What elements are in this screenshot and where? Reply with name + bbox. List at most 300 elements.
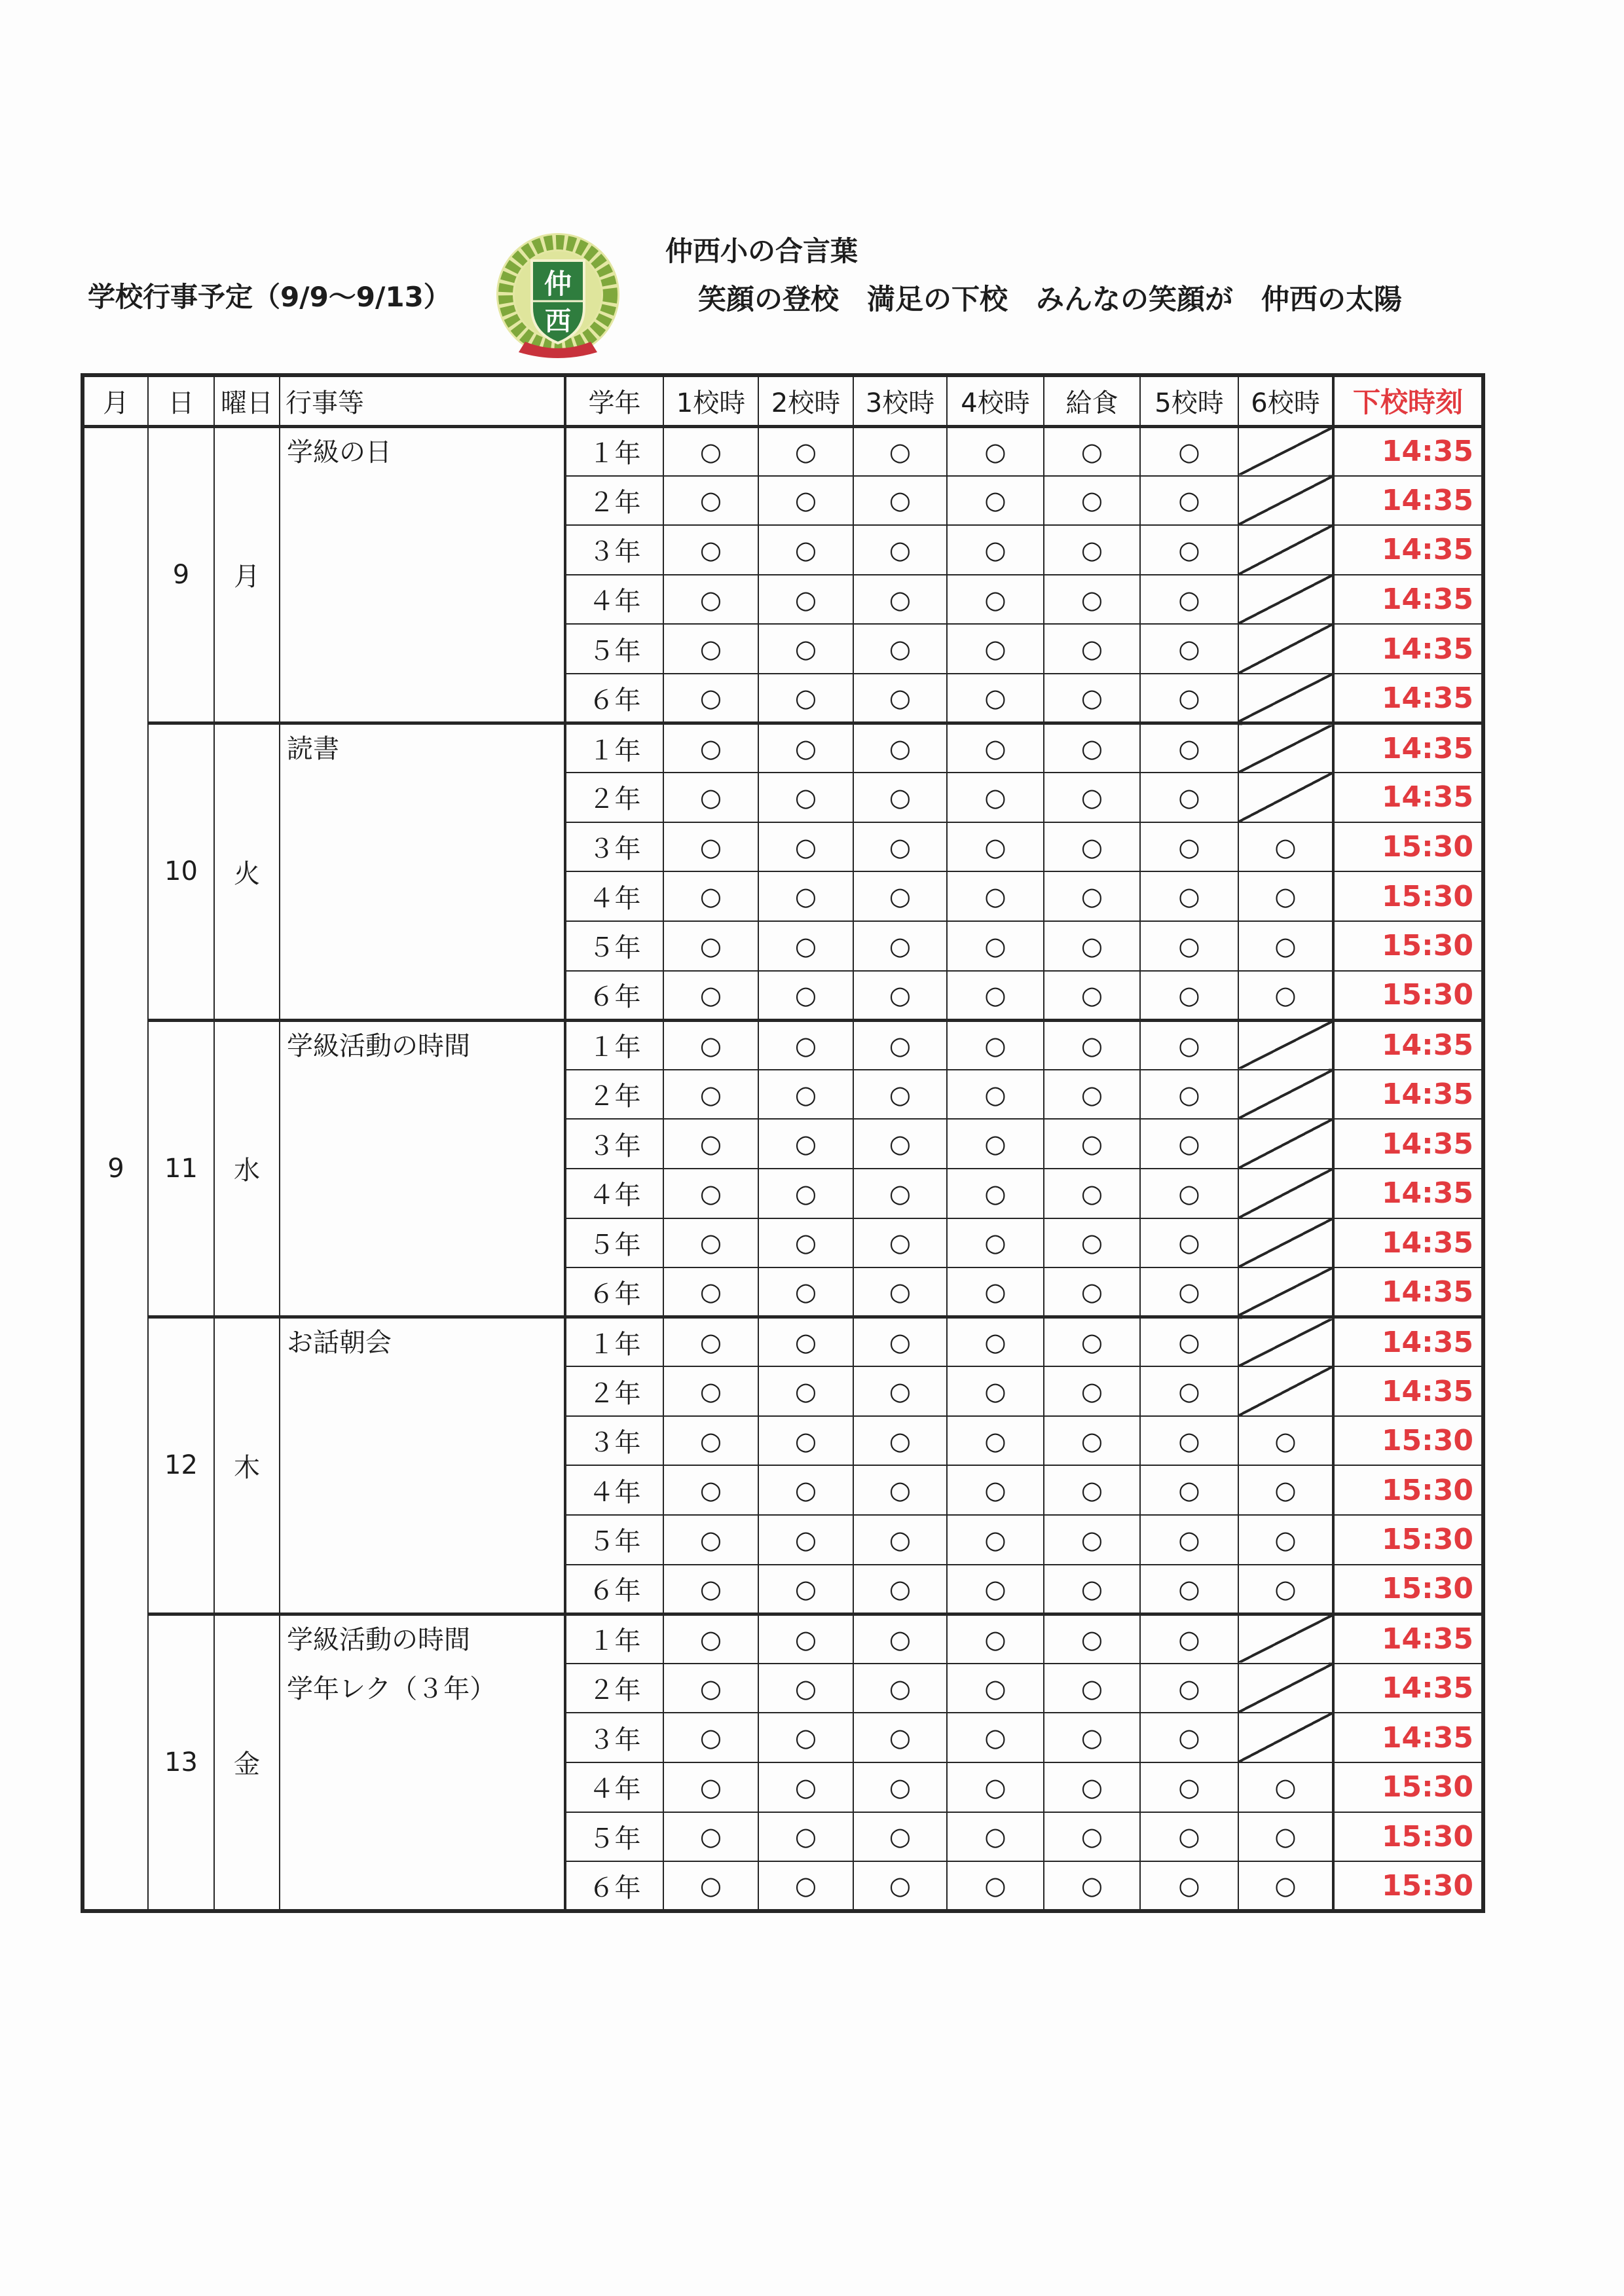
dismissal-time: 15:30 bbox=[1333, 921, 1483, 971]
attendance-mark: ○ bbox=[1140, 525, 1238, 575]
event-text: お話朝会 bbox=[287, 1328, 392, 1358]
attendance-mark: ○ bbox=[947, 476, 1044, 526]
attendance-mark: ○ bbox=[758, 1465, 853, 1515]
attendance-mark: ○ bbox=[853, 575, 947, 625]
header-row bbox=[83, 375, 1483, 426]
attendance-mark: ○ bbox=[853, 1169, 947, 1218]
attendance-mark: ○ bbox=[758, 1713, 853, 1762]
attendance-mark: ○ bbox=[1044, 1664, 1140, 1713]
attendance-mark: ○ bbox=[758, 575, 853, 625]
attendance-mark: ○ bbox=[758, 1169, 853, 1218]
dismissal-time: 14:35 bbox=[1333, 1366, 1483, 1416]
attendance-mark: ○ bbox=[663, 624, 758, 674]
period6-slash bbox=[1238, 426, 1333, 476]
attendance-mark: ○ bbox=[663, 1317, 758, 1367]
attendance-mark: ○ bbox=[663, 1218, 758, 1268]
grade-cell: ４年 bbox=[565, 1169, 663, 1218]
header-dismissal-time: 下校時刻 bbox=[1333, 375, 1483, 426]
schedule-table bbox=[81, 373, 1485, 1913]
event-cell bbox=[280, 426, 565, 723]
attendance-mark: ○ bbox=[947, 822, 1044, 872]
attendance-mark: ○ bbox=[947, 723, 1044, 773]
dismissal-time: 14:35 bbox=[1333, 476, 1483, 526]
day-cell: 12 bbox=[148, 1317, 214, 1614]
dismissal-time: 14:35 bbox=[1333, 1664, 1483, 1713]
attendance-mark: ○ bbox=[947, 971, 1044, 1021]
attendance-mark: ○ bbox=[1238, 1515, 1333, 1565]
period6-slash bbox=[1238, 1218, 1333, 1268]
attendance-mark: ○ bbox=[663, 773, 758, 822]
attendance-mark: ○ bbox=[1238, 1565, 1333, 1614]
attendance-mark: ○ bbox=[1044, 1812, 1140, 1862]
dismissal-time: 14:35 bbox=[1333, 1614, 1483, 1664]
grade-cell: １年 bbox=[565, 723, 663, 773]
attendance-mark: ○ bbox=[663, 921, 758, 971]
attendance-mark: ○ bbox=[1044, 871, 1140, 921]
period6-slash bbox=[1238, 723, 1333, 773]
period6-slash bbox=[1238, 1020, 1333, 1070]
attendance-mark: ○ bbox=[1044, 476, 1140, 526]
attendance-mark: ○ bbox=[758, 1267, 853, 1317]
attendance-mark: ○ bbox=[947, 624, 1044, 674]
grade-cell: ５年 bbox=[565, 624, 663, 674]
period6-slash bbox=[1238, 1070, 1333, 1120]
attendance-mark: ○ bbox=[853, 971, 947, 1021]
attendance-mark: ○ bbox=[1140, 1713, 1238, 1762]
period6-slash bbox=[1238, 624, 1333, 674]
attendance-mark: ○ bbox=[947, 921, 1044, 971]
period6-slash bbox=[1238, 674, 1333, 723]
attendance-mark: ○ bbox=[758, 674, 853, 723]
grade-cell: ６年 bbox=[565, 1267, 663, 1317]
attendance-mark: ○ bbox=[853, 1812, 947, 1862]
attendance-mark: ○ bbox=[758, 871, 853, 921]
dismissal-time: 15:30 bbox=[1333, 1416, 1483, 1466]
grade-cell: ５年 bbox=[565, 1812, 663, 1862]
attendance-mark: ○ bbox=[947, 1366, 1044, 1416]
dismissal-time: 14:35 bbox=[1333, 1713, 1483, 1762]
period6-slash bbox=[1238, 525, 1333, 575]
attendance-mark: ○ bbox=[758, 1119, 853, 1169]
attendance-mark: ○ bbox=[947, 1070, 1044, 1120]
attendance-mark: ○ bbox=[1140, 1366, 1238, 1416]
attendance-mark: ○ bbox=[663, 971, 758, 1021]
grade-cell: ６年 bbox=[565, 971, 663, 1021]
attendance-mark: ○ bbox=[947, 1465, 1044, 1515]
attendance-mark: ○ bbox=[1044, 723, 1140, 773]
attendance-mark: ○ bbox=[947, 1664, 1044, 1713]
attendance-mark: ○ bbox=[853, 1762, 947, 1812]
attendance-mark: ○ bbox=[663, 674, 758, 723]
attendance-mark: ○ bbox=[758, 1218, 853, 1268]
attendance-mark: ○ bbox=[758, 971, 853, 1021]
dismissal-time: 15:30 bbox=[1333, 1861, 1483, 1911]
table-row bbox=[83, 1020, 1483, 1070]
dismissal-time: 15:30 bbox=[1333, 1812, 1483, 1862]
day-cell: 9 bbox=[148, 426, 214, 723]
attendance-mark: ○ bbox=[947, 1614, 1044, 1664]
schedule-title: 学校行事予定（9/9〜9/13） bbox=[88, 281, 451, 313]
grade-cell: ２年 bbox=[565, 1366, 663, 1416]
dismissal-time: 14:35 bbox=[1333, 1070, 1483, 1120]
attendance-mark: ○ bbox=[947, 871, 1044, 921]
attendance-mark: ○ bbox=[853, 1119, 947, 1169]
attendance-mark: ○ bbox=[853, 773, 947, 822]
attendance-mark: ○ bbox=[853, 1267, 947, 1317]
weekday-cell: 火 bbox=[214, 723, 280, 1021]
attendance-mark: ○ bbox=[1140, 1515, 1238, 1565]
attendance-mark: ○ bbox=[758, 1812, 853, 1862]
grade-cell: ５年 bbox=[565, 921, 663, 971]
attendance-mark: ○ bbox=[1140, 426, 1238, 476]
attendance-mark: ○ bbox=[1044, 1614, 1140, 1664]
attendance-mark: ○ bbox=[1044, 1861, 1140, 1911]
attendance-mark: ○ bbox=[1140, 921, 1238, 971]
event-text: 学級の日 bbox=[287, 437, 392, 467]
attendance-mark: ○ bbox=[1044, 1565, 1140, 1614]
header-period-4: 4校時 bbox=[947, 375, 1044, 426]
dismissal-time: 15:30 bbox=[1333, 971, 1483, 1021]
attendance-mark: ○ bbox=[663, 1465, 758, 1515]
attendance-mark: ○ bbox=[1044, 1020, 1140, 1070]
attendance-mark: ○ bbox=[853, 921, 947, 971]
attendance-mark: ○ bbox=[1140, 1614, 1238, 1664]
grade-cell: １年 bbox=[565, 1020, 663, 1070]
period6-slash bbox=[1238, 1664, 1333, 1713]
period6-slash bbox=[1238, 1366, 1333, 1416]
attendance-mark: ○ bbox=[1140, 1169, 1238, 1218]
period6-slash bbox=[1238, 1267, 1333, 1317]
grade-cell: １年 bbox=[565, 426, 663, 476]
attendance-mark: ○ bbox=[758, 1614, 853, 1664]
dismissal-time: 14:35 bbox=[1333, 1169, 1483, 1218]
attendance-mark: ○ bbox=[663, 1861, 758, 1911]
dismissal-time: 14:35 bbox=[1333, 1119, 1483, 1169]
attendance-mark: ○ bbox=[1140, 1465, 1238, 1515]
table-row bbox=[83, 723, 1483, 773]
event-cell bbox=[280, 723, 565, 1021]
dismissal-time: 14:35 bbox=[1333, 525, 1483, 575]
attendance-mark: ○ bbox=[1044, 1366, 1140, 1416]
grade-cell: ５年 bbox=[565, 1218, 663, 1268]
attendance-mark: ○ bbox=[663, 1713, 758, 1762]
attendance-mark: ○ bbox=[853, 525, 947, 575]
attendance-mark: ○ bbox=[1238, 971, 1333, 1021]
attendance-mark: ○ bbox=[1140, 1218, 1238, 1268]
attendance-mark: ○ bbox=[947, 1713, 1044, 1762]
grade-cell: ４年 bbox=[565, 871, 663, 921]
attendance-mark: ○ bbox=[1140, 624, 1238, 674]
event-cell bbox=[280, 1020, 565, 1317]
attendance-mark: ○ bbox=[1044, 921, 1140, 971]
header-period-6: 6校時 bbox=[1238, 375, 1333, 426]
attendance-mark: ○ bbox=[1140, 871, 1238, 921]
attendance-mark: ○ bbox=[1044, 525, 1140, 575]
attendance-mark: ○ bbox=[758, 1020, 853, 1070]
attendance-mark: ○ bbox=[1140, 575, 1238, 625]
grade-cell: ２年 bbox=[565, 1664, 663, 1713]
attendance-mark: ○ bbox=[1140, 1565, 1238, 1614]
dismissal-time: 14:35 bbox=[1333, 723, 1483, 773]
attendance-mark: ○ bbox=[853, 1713, 947, 1762]
event-text: 学年レク（３年） bbox=[287, 1674, 496, 1705]
grade-cell: ３年 bbox=[565, 525, 663, 575]
attendance-mark: ○ bbox=[758, 773, 853, 822]
period6-slash bbox=[1238, 1119, 1333, 1169]
attendance-mark: ○ bbox=[853, 674, 947, 723]
table-row bbox=[83, 426, 1483, 476]
grade-cell: ３年 bbox=[565, 1713, 663, 1762]
grade-cell: ６年 bbox=[565, 1565, 663, 1614]
header-lunch: 給食 bbox=[1044, 375, 1140, 426]
grade-cell: ４年 bbox=[565, 1465, 663, 1515]
attendance-mark: ○ bbox=[663, 1267, 758, 1317]
grade-cell: ２年 bbox=[565, 1070, 663, 1120]
attendance-mark: ○ bbox=[663, 1416, 758, 1466]
attendance-mark: ○ bbox=[1238, 921, 1333, 971]
attendance-mark: ○ bbox=[758, 426, 853, 476]
dismissal-time: 14:35 bbox=[1333, 1267, 1483, 1317]
attendance-mark: ○ bbox=[947, 1515, 1044, 1565]
attendance-mark: ○ bbox=[1140, 773, 1238, 822]
attendance-mark: ○ bbox=[1238, 1762, 1333, 1812]
attendance-mark: ○ bbox=[758, 624, 853, 674]
attendance-mark: ○ bbox=[1140, 1317, 1238, 1367]
attendance-mark: ○ bbox=[1238, 1861, 1333, 1911]
attendance-mark: ○ bbox=[947, 575, 1044, 625]
attendance-mark: ○ bbox=[758, 1565, 853, 1614]
header-period-3: 3校時 bbox=[853, 375, 947, 426]
grade-cell: ４年 bbox=[565, 575, 663, 625]
attendance-mark: ○ bbox=[853, 1861, 947, 1911]
attendance-mark: ○ bbox=[1140, 1664, 1238, 1713]
table-header bbox=[83, 375, 1483, 426]
period6-slash bbox=[1238, 1614, 1333, 1664]
header-grade: 学年 bbox=[565, 375, 663, 426]
attendance-mark: ○ bbox=[947, 1317, 1044, 1367]
attendance-mark: ○ bbox=[663, 1565, 758, 1614]
attendance-mark: ○ bbox=[758, 921, 853, 971]
attendance-mark: ○ bbox=[1044, 1762, 1140, 1812]
grade-cell: ３年 bbox=[565, 822, 663, 872]
attendance-mark: ○ bbox=[853, 1317, 947, 1367]
attendance-mark: ○ bbox=[1140, 1020, 1238, 1070]
dismissal-time: 15:30 bbox=[1333, 1762, 1483, 1812]
attendance-mark: ○ bbox=[1044, 1416, 1140, 1466]
grade-cell: ２年 bbox=[565, 476, 663, 526]
attendance-mark: ○ bbox=[1238, 1812, 1333, 1862]
attendance-mark: ○ bbox=[1044, 971, 1140, 1021]
grade-cell: ６年 bbox=[565, 1861, 663, 1911]
attendance-mark: ○ bbox=[947, 426, 1044, 476]
attendance-mark: ○ bbox=[1140, 1416, 1238, 1466]
attendance-mark: ○ bbox=[1044, 773, 1140, 822]
attendance-mark: ○ bbox=[853, 1465, 947, 1515]
attendance-mark: ○ bbox=[1140, 1119, 1238, 1169]
day-cell: 11 bbox=[148, 1020, 214, 1317]
attendance-mark: ○ bbox=[1140, 1812, 1238, 1862]
attendance-mark: ○ bbox=[947, 1020, 1044, 1070]
attendance-mark: ○ bbox=[947, 1169, 1044, 1218]
dismissal-time: 14:35 bbox=[1333, 575, 1483, 625]
attendance-mark: ○ bbox=[1044, 1169, 1140, 1218]
attendance-mark: ○ bbox=[1238, 1416, 1333, 1466]
motto-heading: 仲西小の合言葉 bbox=[665, 235, 858, 267]
attendance-mark: ○ bbox=[1238, 871, 1333, 921]
weekday-cell: 月 bbox=[214, 426, 280, 723]
dismissal-time: 15:30 bbox=[1333, 822, 1483, 872]
attendance-mark: ○ bbox=[758, 723, 853, 773]
event-text: 学級活動の時間 bbox=[287, 1624, 470, 1655]
dismissal-time: 14:35 bbox=[1333, 1020, 1483, 1070]
attendance-mark: ○ bbox=[853, 1565, 947, 1614]
attendance-mark: ○ bbox=[947, 1861, 1044, 1911]
month-cell: 9 bbox=[83, 426, 148, 1911]
attendance-mark: ○ bbox=[1044, 1218, 1140, 1268]
attendance-mark: ○ bbox=[853, 1416, 947, 1466]
attendance-mark: ○ bbox=[853, 624, 947, 674]
attendance-mark: ○ bbox=[853, 1070, 947, 1120]
dismissal-time: 14:35 bbox=[1333, 674, 1483, 723]
attendance-mark: ○ bbox=[663, 1515, 758, 1565]
attendance-mark: ○ bbox=[1238, 1465, 1333, 1515]
attendance-mark: ○ bbox=[1140, 822, 1238, 872]
attendance-mark: ○ bbox=[1140, 723, 1238, 773]
header-day: 日 bbox=[148, 375, 214, 426]
attendance-mark: ○ bbox=[853, 1218, 947, 1268]
header-event: 行事等 bbox=[280, 375, 565, 426]
attendance-mark: ○ bbox=[663, 723, 758, 773]
period6-slash bbox=[1238, 476, 1333, 526]
attendance-mark: ○ bbox=[758, 525, 853, 575]
attendance-mark: ○ bbox=[947, 1416, 1044, 1466]
attendance-mark: ○ bbox=[1140, 1861, 1238, 1911]
attendance-mark: ○ bbox=[758, 1366, 853, 1416]
attendance-mark: ○ bbox=[1044, 1317, 1140, 1367]
attendance-mark: ○ bbox=[853, 476, 947, 526]
attendance-mark: ○ bbox=[663, 1169, 758, 1218]
dismissal-time: 15:30 bbox=[1333, 871, 1483, 921]
event-cell bbox=[280, 1317, 565, 1614]
attendance-mark: ○ bbox=[663, 1664, 758, 1713]
attendance-mark: ○ bbox=[663, 871, 758, 921]
emblem-char-top: 仲 bbox=[544, 268, 572, 300]
attendance-mark: ○ bbox=[947, 674, 1044, 723]
dismissal-time: 14:35 bbox=[1333, 1218, 1483, 1268]
attendance-mark: ○ bbox=[947, 525, 1044, 575]
attendance-mark: ○ bbox=[758, 1070, 853, 1120]
grade-cell: ６年 bbox=[565, 674, 663, 723]
attendance-mark: ○ bbox=[1140, 1267, 1238, 1317]
attendance-mark: ○ bbox=[853, 1515, 947, 1565]
attendance-mark: ○ bbox=[663, 822, 758, 872]
dismissal-time: 14:35 bbox=[1333, 773, 1483, 822]
attendance-mark: ○ bbox=[1044, 822, 1140, 872]
attendance-mark: ○ bbox=[947, 1812, 1044, 1862]
attendance-mark: ○ bbox=[1044, 674, 1140, 723]
attendance-mark: ○ bbox=[947, 1218, 1044, 1268]
attendance-mark: ○ bbox=[1140, 971, 1238, 1021]
attendance-mark: ○ bbox=[1044, 426, 1140, 476]
grade-cell: ３年 bbox=[565, 1416, 663, 1466]
attendance-mark: ○ bbox=[663, 426, 758, 476]
table-body bbox=[83, 426, 1483, 1911]
table-row bbox=[83, 1317, 1483, 1367]
attendance-mark: ○ bbox=[758, 476, 853, 526]
dismissal-time: 14:35 bbox=[1333, 426, 1483, 476]
attendance-mark: ○ bbox=[758, 1861, 853, 1911]
attendance-mark: ○ bbox=[758, 1317, 853, 1367]
dismissal-time: 15:30 bbox=[1333, 1565, 1483, 1614]
attendance-mark: ○ bbox=[1044, 1713, 1140, 1762]
attendance-mark: ○ bbox=[758, 1762, 853, 1812]
attendance-mark: ○ bbox=[663, 1366, 758, 1416]
attendance-mark: ○ bbox=[1044, 1070, 1140, 1120]
grade-cell: ５年 bbox=[565, 1515, 663, 1565]
header-period-5: 5校時 bbox=[1140, 375, 1238, 426]
attendance-mark: ○ bbox=[947, 773, 1044, 822]
attendance-mark: ○ bbox=[663, 1119, 758, 1169]
grade-cell: １年 bbox=[565, 1317, 663, 1367]
header-period-2: 2校時 bbox=[758, 375, 853, 426]
period6-slash bbox=[1238, 1713, 1333, 1762]
grade-cell: ４年 bbox=[565, 1762, 663, 1812]
attendance-mark: ○ bbox=[947, 1119, 1044, 1169]
attendance-mark: ○ bbox=[853, 426, 947, 476]
attendance-mark: ○ bbox=[663, 1020, 758, 1070]
header-weekday: 曜日 bbox=[214, 375, 280, 426]
attendance-mark: ○ bbox=[663, 575, 758, 625]
attendance-mark: ○ bbox=[1238, 822, 1333, 872]
emblem-char-bottom: 西 bbox=[545, 306, 571, 337]
attendance-mark: ○ bbox=[1140, 1762, 1238, 1812]
header-period-1: 1校時 bbox=[663, 375, 758, 426]
attendance-mark: ○ bbox=[663, 1812, 758, 1862]
event-text: 読書 bbox=[287, 734, 339, 765]
grade-cell: ３年 bbox=[565, 1119, 663, 1169]
attendance-mark: ○ bbox=[758, 1416, 853, 1466]
attendance-mark: ○ bbox=[1044, 1515, 1140, 1565]
dismissal-time: 15:30 bbox=[1333, 1465, 1483, 1515]
attendance-mark: ○ bbox=[947, 1762, 1044, 1812]
attendance-mark: ○ bbox=[758, 1664, 853, 1713]
attendance-mark: ○ bbox=[853, 723, 947, 773]
event-cell bbox=[280, 1614, 565, 1911]
attendance-mark: ○ bbox=[1044, 575, 1140, 625]
day-cell: 13 bbox=[148, 1614, 214, 1911]
attendance-mark: ○ bbox=[663, 476, 758, 526]
attendance-mark: ○ bbox=[1140, 674, 1238, 723]
header-month: 月 bbox=[83, 375, 148, 426]
attendance-mark: ○ bbox=[947, 1267, 1044, 1317]
event-text: 学級活動の時間 bbox=[287, 1030, 470, 1061]
attendance-mark: ○ bbox=[1044, 1267, 1140, 1317]
period6-slash bbox=[1238, 575, 1333, 625]
attendance-mark: ○ bbox=[758, 822, 853, 872]
attendance-mark: ○ bbox=[758, 1515, 853, 1565]
grade-cell: ２年 bbox=[565, 773, 663, 822]
grade-cell: １年 bbox=[565, 1614, 663, 1664]
dismissal-time: 15:30 bbox=[1333, 1515, 1483, 1565]
attendance-mark: ○ bbox=[663, 525, 758, 575]
attendance-mark: ○ bbox=[1044, 624, 1140, 674]
period6-slash bbox=[1238, 773, 1333, 822]
attendance-mark: ○ bbox=[853, 1020, 947, 1070]
dismissal-time: 14:35 bbox=[1333, 624, 1483, 674]
attendance-mark: ○ bbox=[1140, 476, 1238, 526]
attendance-mark: ○ bbox=[663, 1614, 758, 1664]
weekday-cell: 金 bbox=[214, 1614, 280, 1911]
